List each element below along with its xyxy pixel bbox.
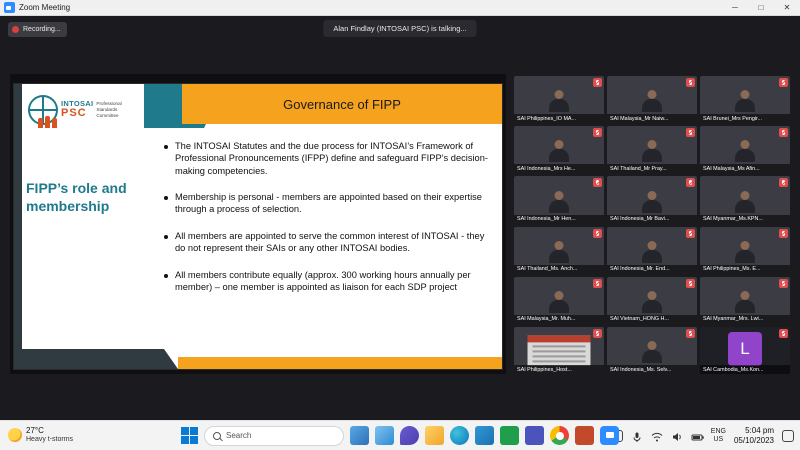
chat-icon[interactable] <box>400 426 419 445</box>
muted-microphone-icon <box>593 329 602 338</box>
participant-name: SAI Cambodia_Ms.Kon... <box>700 365 790 374</box>
weather-widget[interactable] <box>8 427 73 443</box>
bullet-dot-icon <box>164 145 168 149</box>
logo-org-line1: INTOSAI <box>61 99 94 109</box>
participant-tile[interactable] <box>514 76 604 123</box>
muted-microphone-icon <box>779 279 788 288</box>
participant-tile[interactable] <box>514 327 604 374</box>
clock-time: 5:04 pm <box>745 426 774 436</box>
notifications-icon[interactable] <box>782 430 794 442</box>
window-titlebar <box>0 0 800 16</box>
sun-icon <box>8 428 22 442</box>
muted-microphone-icon <box>593 178 602 187</box>
bullet-text: The INTOSAI Statutes and the due process for INTOSAI’s Framework of Professional Pronouncements (IFPP) define and safeguard FIPP’s decision-making competencies. <box>175 141 488 176</box>
participant-tile[interactable] <box>607 126 697 173</box>
search-input[interactable] <box>204 426 344 446</box>
system-tray <box>611 426 800 444</box>
participant-tile[interactable] <box>700 76 790 123</box>
participant-tile[interactable] <box>700 176 790 223</box>
participant-name: SAI Brunei_Mrs Pengir... <box>700 114 790 123</box>
muted-microphone-icon <box>779 329 788 338</box>
participant-name: SAI Philippines_Host... <box>514 365 604 374</box>
person-silhouette-icon <box>639 140 665 162</box>
participant-tile[interactable] <box>607 76 697 123</box>
person-silhouette-icon <box>732 90 758 112</box>
language-indicator[interactable] <box>711 428 726 443</box>
participant-name: SAI Indonesia_Mrs He... <box>514 164 604 173</box>
bullet-dot-icon <box>164 196 168 200</box>
slide-footer <box>14 349 502 369</box>
participant-name: SAI Indonesia_Ms. Selv... <box>607 365 697 374</box>
muted-microphone-icon <box>686 128 695 137</box>
participant-tile[interactable] <box>514 176 604 223</box>
participant-tile[interactable] <box>607 176 697 223</box>
language-line1: ENG <box>710 428 726 436</box>
widgets-icon[interactable] <box>375 426 394 445</box>
participant-name: SAI Malaysia_Mr. Muh... <box>514 315 604 324</box>
muted-microphone-icon <box>686 229 695 238</box>
minimize-icon[interactable]: ─ <box>732 3 738 12</box>
task-view-icon[interactable] <box>350 426 369 445</box>
participant-name: SAI Malaysia_Mr Naiw... <box>607 114 697 123</box>
slide-footer-orange-block <box>178 357 502 369</box>
person-silhouette-icon <box>639 90 665 112</box>
search-icon <box>213 432 221 440</box>
person-silhouette-icon <box>732 291 758 313</box>
person-silhouette-icon <box>732 241 758 263</box>
language-line2: US <box>713 435 724 443</box>
close-icon[interactable]: ✕ <box>783 3 791 12</box>
muted-microphone-icon <box>593 78 602 87</box>
muted-microphone-icon <box>779 229 788 238</box>
search-placeholder: Search <box>226 431 252 440</box>
bullet-dot-icon <box>164 274 168 278</box>
participant-name: SAI Vietnam_HONG H... <box>607 315 697 324</box>
participant-name: SAI Thailand_Mr Pray... <box>607 164 697 173</box>
start-button-icon[interactable] <box>181 427 198 444</box>
muted-microphone-icon <box>593 279 602 288</box>
muted-microphone-icon <box>593 229 602 238</box>
muted-microphone-icon <box>593 128 602 137</box>
participant-name: SAI Thailand_Ms. Anch... <box>514 265 604 274</box>
list-item <box>164 269 488 294</box>
participant-tile[interactable] <box>607 227 697 274</box>
list-item <box>164 140 488 177</box>
microsoft-store-icon[interactable] <box>475 426 494 445</box>
person-silhouette-icon <box>639 341 665 363</box>
people-icon <box>38 114 64 128</box>
person-silhouette-icon <box>546 90 572 112</box>
participant-name: SAI Indonesia_Mr Bavi... <box>607 215 697 224</box>
participant-gallery <box>514 76 790 374</box>
wifi-icon[interactable] <box>651 430 663 442</box>
muted-microphone-icon <box>686 279 695 288</box>
bullet-text: Membership is personal - members are appointed based on their expertise through a process of selection. <box>175 192 482 215</box>
bullet-text: All members are appointed to serve the common interest of INTOSAI - they do not represent their SAIs or any other INTOSAI bodies. <box>175 230 485 254</box>
window-controls <box>722 0 800 16</box>
clock-date: 05/10/2023 <box>733 435 774 445</box>
window-title: Zoom Meeting <box>19 3 71 12</box>
zoom-icon <box>4 2 15 13</box>
participant-name: SAI Philippines_Ms. E... <box>700 265 790 274</box>
powerpoint-icon[interactable] <box>575 426 594 445</box>
edge-icon[interactable] <box>450 426 469 445</box>
participant-tile[interactable] <box>700 327 790 374</box>
participant-name: SAI Philippines_IO MA... <box>514 114 604 123</box>
windows-taskbar <box>0 420 800 450</box>
muted-microphone-icon <box>686 78 695 87</box>
person-silhouette-icon <box>546 291 572 313</box>
shared-document-thumbnail <box>528 336 591 365</box>
participant-tile[interactable] <box>607 277 697 324</box>
volume-icon[interactable] <box>671 430 683 442</box>
person-silhouette-icon <box>639 191 665 213</box>
active-speaker-banner: Alan Findlay (INTOSAI PSC) is talking... <box>323 20 476 37</box>
muted-microphone-icon <box>686 329 695 338</box>
shared-screen[interactable] <box>10 74 506 374</box>
zoom-taskbar-icon[interactable] <box>600 426 619 445</box>
participant-tile[interactable] <box>514 126 604 173</box>
person-silhouette-icon <box>639 291 665 313</box>
person-silhouette-icon <box>732 140 758 162</box>
maximize-icon[interactable]: □ <box>758 3 764 12</box>
participant-name: SAI Indonesia_Mr. End... <box>607 265 697 274</box>
participant-name: SAI Indonesia_Mr Hen... <box>514 215 604 224</box>
logo-text <box>61 100 93 119</box>
bullet-text: All members contribute equally (approx. 300 working hours annually per member) – one member is appointed as liaison for each SDP project <box>175 269 471 292</box>
muted-microphone-icon <box>779 78 788 87</box>
logo-org-line2: PSC <box>61 107 87 120</box>
slide-left-heading: FIPP’s role and membership <box>26 180 127 214</box>
file-explorer-icon[interactable] <box>425 426 444 445</box>
record-dot-icon <box>12 26 19 33</box>
participant-tile[interactable] <box>514 277 604 324</box>
slide-title: Governance of FIPP <box>283 96 401 112</box>
recording-indicator[interactable] <box>8 22 67 37</box>
participant-name: SAI Myanmar_Mrs. Lwi... <box>700 315 790 324</box>
weather-temperature: 27°C <box>26 426 44 436</box>
chrome-icon[interactable] <box>550 426 569 445</box>
person-silhouette-icon <box>732 191 758 213</box>
participant-tile[interactable] <box>700 227 790 274</box>
person-silhouette-icon <box>639 241 665 263</box>
participant-name: SAI Myanmar_Ms.KPN... <box>700 215 790 224</box>
participant-tile[interactable] <box>700 277 790 324</box>
battery-icon[interactable] <box>691 430 703 442</box>
slide-footer-dark-block <box>14 349 164 369</box>
weather-condition: Heavy t-storms <box>26 436 74 444</box>
participant-tile[interactable] <box>514 227 604 274</box>
teams-icon[interactable] <box>525 426 544 445</box>
clock[interactable] <box>734 426 774 444</box>
slide-bullet-list <box>164 140 488 307</box>
person-silhouette-icon <box>546 191 572 213</box>
person-silhouette-icon <box>546 140 572 162</box>
presentation-slide <box>14 84 502 369</box>
recording-label: Recording... <box>23 26 61 33</box>
participant-tile[interactable] <box>700 126 790 173</box>
avatar: L <box>728 332 762 366</box>
muted-microphone-icon <box>779 178 788 187</box>
list-item <box>164 230 488 255</box>
taskbar-center <box>181 426 619 446</box>
muted-microphone-icon <box>686 178 695 187</box>
person-silhouette-icon <box>546 241 572 263</box>
microphone-icon[interactable] <box>631 430 643 442</box>
excel-icon[interactable] <box>500 426 519 445</box>
bullet-dot-icon <box>164 235 168 239</box>
participant-name: SAI Malaysia_Ms Afin... <box>700 164 790 173</box>
muted-microphone-icon <box>779 128 788 137</box>
list-item <box>164 191 488 216</box>
meeting-canvas <box>0 16 800 420</box>
participant-tile[interactable] <box>607 327 697 374</box>
logo-subtitle: Professional Standards Committee <box>96 101 122 118</box>
